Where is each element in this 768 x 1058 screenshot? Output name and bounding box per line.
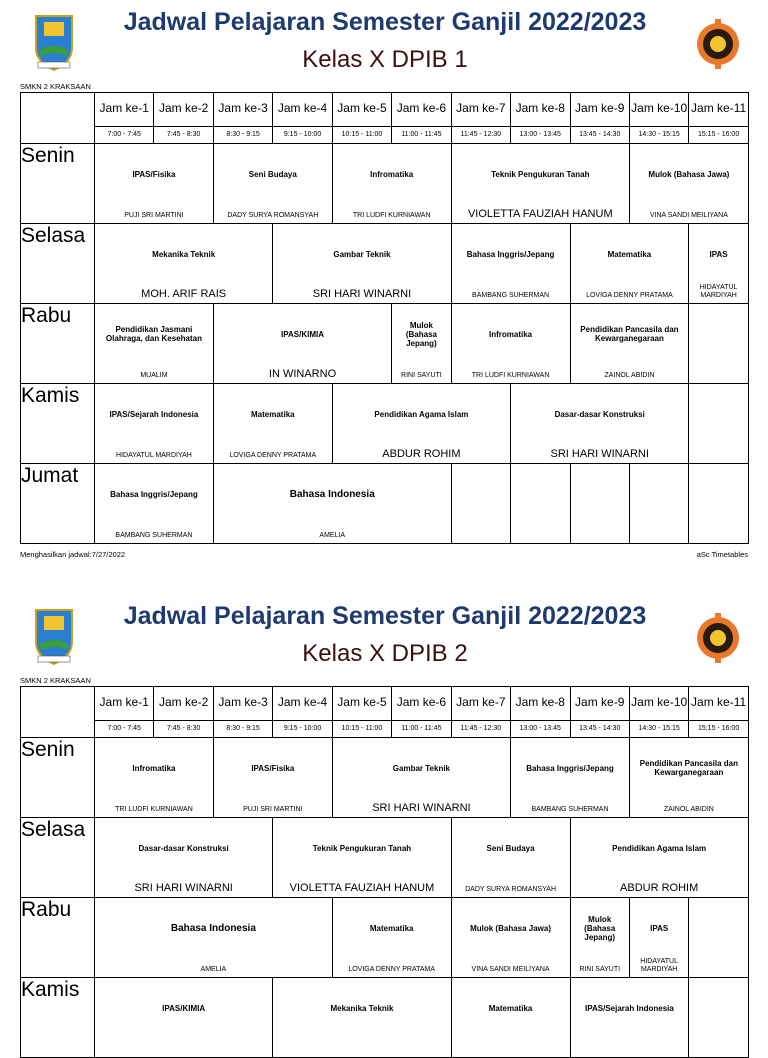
- lesson-cell[interactable]: [689, 898, 748, 978]
- subject-name: Mekanika Teknik: [152, 249, 216, 259]
- subject-name: Teknik Pengukuran Tanah: [312, 843, 412, 853]
- teacher-name: PUJI SRI MARTINI: [124, 212, 184, 219]
- period-time: 15:15 - 16:00: [697, 131, 740, 138]
- period-header: [511, 687, 570, 738]
- teacher-name: VINA SANDI MEILIYANA: [471, 966, 550, 973]
- lesson-cell[interactable]: [570, 304, 689, 384]
- period-time: 7:00 - 7:45: [107, 131, 141, 138]
- period-time: 7:45 - 8:30: [166, 131, 201, 138]
- period-header: [332, 687, 391, 738]
- school-gear-logo-icon: [696, 14, 740, 74]
- day-row: [21, 304, 749, 384]
- subject-name: IPAS/KIMIA: [281, 329, 325, 339]
- period-time: 13:45 - 14:30: [579, 131, 621, 138]
- lesson-cell[interactable]: [213, 304, 391, 384]
- lesson-cell[interactable]: [570, 224, 689, 304]
- lesson-cell[interactable]: [95, 738, 214, 818]
- period-label: Jam ke-2: [154, 687, 212, 721]
- subject-name: [632, 464, 686, 524]
- subject-name: [691, 898, 745, 958]
- lesson-cell[interactable]: [95, 144, 214, 224]
- period-time: 11:00 - 11:45: [401, 725, 442, 732]
- subject-name: IPAS/Sejarah Indonesia: [585, 1003, 674, 1013]
- subject-name: Seni Budaya: [486, 843, 535, 853]
- subject-name: Mekanika Teknik: [330, 1003, 394, 1013]
- period-header: [570, 687, 629, 738]
- subject-name: IPAS/Fisika: [132, 169, 176, 179]
- period-label: Jam ke-9: [571, 93, 629, 127]
- period-time: 13:00 - 13:45: [519, 725, 561, 732]
- subject-name: Bahasa Inggris/Jepang: [526, 763, 614, 773]
- period-time: 13:45 - 14:30: [579, 725, 621, 732]
- lesson-cell[interactable]: [213, 464, 451, 544]
- east-java-emblem-icon: [32, 12, 76, 72]
- period-header: [451, 687, 510, 738]
- period-label: Jam ke-6: [392, 93, 450, 127]
- day-label: Selasa: [21, 818, 95, 898]
- period-header: [95, 687, 154, 738]
- teacher-name: SRI HARI WINARNI: [134, 882, 233, 894]
- subject-name: Infromatika: [370, 169, 414, 179]
- period-header: [273, 93, 332, 144]
- teacher-name: MOH. ARIF RAIS: [141, 288, 227, 300]
- lesson-cell[interactable]: [629, 464, 688, 544]
- lesson-cell[interactable]: [451, 464, 510, 544]
- lesson-cell[interactable]: [689, 384, 748, 464]
- lesson-cell[interactable]: [95, 898, 333, 978]
- lesson-cell[interactable]: [273, 978, 451, 1058]
- day-row: [21, 464, 749, 544]
- teacher-name: ABDUR ROHIM: [620, 882, 699, 894]
- subject-name: Seni Budaya: [248, 169, 297, 179]
- lesson-cell[interactable]: [451, 898, 570, 978]
- subject-name: Pendidikan Jasmani Olahraga, dan Kesehatan: [105, 325, 202, 343]
- period-time: 9:15 - 10:00: [283, 725, 322, 732]
- teacher-name: ZAINOL ABIDIN: [604, 372, 655, 379]
- teacher-name: HIDAYATUL MARDIYAH: [699, 284, 738, 299]
- subject-name: [573, 464, 627, 524]
- lesson-cell[interactable]: [273, 818, 451, 898]
- lesson-cell[interactable]: [511, 464, 570, 544]
- period-label: Jam ke-3: [214, 93, 272, 127]
- school-name: SMKN 2 KRAKSAAN: [20, 82, 91, 91]
- lesson-cell[interactable]: [451, 144, 629, 224]
- period-label: Jam ke-7: [452, 687, 510, 721]
- lesson-cell[interactable]: [213, 738, 332, 818]
- generator-credit: aSc Timetables: [696, 550, 748, 559]
- subject-name: Mulok (Bahasa Jawa): [470, 923, 552, 933]
- teacher-name: BAMBANG SUHERMAN: [115, 532, 193, 539]
- period-header: [629, 93, 688, 144]
- subject-name: Bahasa Indonesia: [170, 922, 256, 934]
- period-header: [689, 687, 748, 738]
- period-header: [154, 687, 213, 738]
- day-label: Senin: [21, 738, 95, 818]
- teacher-name: RINI SAYUTI: [401, 372, 442, 379]
- day-row: [21, 384, 749, 464]
- lesson-cell[interactable]: [273, 224, 451, 304]
- subject-name: Pendidikan Pancasila dan Kewarganegaraan: [580, 325, 679, 343]
- period-label: Jam ke-7: [452, 93, 510, 127]
- period-time: 14:30 - 15:15: [638, 131, 680, 138]
- day-row: [21, 898, 749, 978]
- period-header: [689, 93, 748, 144]
- subject-name: Infromatika: [489, 329, 533, 339]
- lesson-cell[interactable]: [332, 144, 451, 224]
- lesson-cell[interactable]: [629, 144, 748, 224]
- teacher-name: LOVIGA DENNY PRATAMA: [348, 966, 436, 973]
- lesson-cell[interactable]: [332, 738, 510, 818]
- subject-name: Bahasa Inggris/Jepang: [466, 249, 555, 259]
- lesson-cell[interactable]: [332, 384, 510, 464]
- period-label: Jam ke-11: [689, 93, 747, 127]
- day-label: Kamis: [21, 978, 95, 1058]
- teacher-name: VIOLETTA FAUZIAH HANUM: [289, 882, 435, 894]
- day-label: Kamis: [21, 384, 95, 464]
- teacher-name: TRI LUDFI KURNIAWAN: [471, 372, 550, 379]
- period-header: [629, 687, 688, 738]
- period-label: Jam ke-10: [630, 93, 688, 127]
- east-java-emblem-icon: [32, 606, 76, 666]
- period-label: Jam ke-10: [630, 687, 688, 721]
- subject-name: [691, 304, 745, 364]
- teacher-name: SRI HARI WINARNI: [312, 288, 412, 300]
- period-time: 8:30 - 9:15: [226, 131, 260, 138]
- period-header-row: [21, 93, 749, 144]
- teacher-name: AMELIA: [319, 532, 346, 539]
- subject-name: IPAS/Sejarah Indonesia: [109, 409, 199, 419]
- lesson-cell[interactable]: [213, 144, 332, 224]
- period-label: Jam ke-5: [333, 93, 391, 127]
- subject-name: IPAS/KIMIA: [162, 1003, 206, 1013]
- subject-name: Bahasa Inggris/Jepang: [110, 489, 198, 499]
- teacher-name: HIDAYATUL MARDIYAH: [640, 958, 679, 973]
- page-title: Jadwal Pelajaran Semester Ganjil 2022/2023: [123, 602, 647, 630]
- day-label: Jumat: [21, 464, 95, 544]
- subject-name: Gambar Teknik: [333, 249, 391, 259]
- period-label: Jam ke-4: [273, 687, 331, 721]
- subject-name: [513, 464, 567, 524]
- teacher-name: DADY SURYA ROMANSYAH: [465, 886, 557, 893]
- period-time: 13:00 - 13:45: [519, 131, 561, 138]
- subject-name: Dasar-dasar Konstruksi: [554, 409, 645, 419]
- subject-name: Gambar Teknik: [392, 763, 451, 773]
- period-label: Jam ke-8: [511, 687, 569, 721]
- teacher-name: PUJI SRI MARTINI: [243, 806, 303, 813]
- subject-name: IPAS/Fisika: [251, 763, 295, 773]
- subject-name: IPAS: [650, 923, 669, 933]
- lesson-cell[interactable]: [689, 224, 748, 304]
- subject-name: Matematika: [369, 923, 414, 933]
- subject-name: Mulok (Bahasa Jepang): [405, 320, 437, 348]
- lesson-cell[interactable]: [570, 464, 629, 544]
- lesson-cell[interactable]: [332, 898, 451, 978]
- period-header: [392, 93, 451, 144]
- period-label: Jam ke-1: [95, 93, 153, 127]
- period-time: 11:45 - 12:30: [460, 725, 502, 732]
- period-header: [273, 687, 332, 738]
- teacher-name: SRI HARI WINARNI: [372, 802, 471, 814]
- subject-name: Dasar-dasar Konstruksi: [138, 843, 229, 853]
- subject-name: Matematika: [251, 409, 295, 419]
- class-name: Kelas X DPIB 1: [302, 46, 468, 73]
- lesson-cell[interactable]: [451, 304, 570, 384]
- period-label: Jam ke-1: [95, 687, 153, 721]
- subject-name: Matematika: [607, 249, 652, 259]
- subject-name: Teknik Pengukuran Tanah: [491, 169, 590, 179]
- corner-cell: [21, 93, 95, 144]
- teacher-name: DADY SURYA ROMANSYAH: [227, 212, 319, 219]
- lesson-cell[interactable]: [570, 818, 748, 898]
- period-time: 7:45 - 8:30: [166, 725, 201, 732]
- lesson-cell[interactable]: [451, 978, 570, 1058]
- period-label: Jam ke-3: [214, 687, 272, 721]
- period-label: Jam ke-6: [392, 687, 450, 721]
- period-time: 10:15 - 11:00: [341, 725, 383, 732]
- teacher-name: ZAINOL ABIDIN: [663, 806, 714, 813]
- period-label: Jam ke-9: [571, 687, 629, 721]
- period-header: [332, 93, 391, 144]
- teacher-name: HIDAYATUL MARDIYAH: [116, 452, 192, 459]
- teacher-name: VIOLETTA FAUZIAH HANUM: [467, 208, 613, 220]
- subject-name: [691, 464, 745, 524]
- lesson-cell[interactable]: [95, 464, 214, 544]
- teacher-name: RINI SAYUTI: [579, 966, 621, 973]
- school-gear-logo-icon: [696, 608, 740, 668]
- lesson-cell[interactable]: [451, 818, 570, 898]
- day-label: Rabu: [21, 898, 95, 978]
- schedule-section-2: [0, 594, 768, 1024]
- day-row: [21, 978, 749, 1058]
- teacher-name: BAMBANG SUHERMAN: [472, 292, 550, 299]
- period-header-row: [21, 687, 749, 738]
- period-label: Jam ke-4: [273, 93, 331, 127]
- subject-name: Pendidikan Pancasila dan Kewarganegaraan: [639, 759, 738, 777]
- lesson-cell[interactable]: [451, 224, 570, 304]
- lesson-cell[interactable]: [95, 978, 273, 1058]
- school-name: SMKN 2 KRAKSAAN: [20, 676, 91, 685]
- day-row: [21, 224, 749, 304]
- teacher-name: IN WINARNO: [268, 368, 337, 380]
- class-name: Kelas X DPIB 2: [302, 640, 468, 667]
- lesson-cell[interactable]: [392, 304, 451, 384]
- period-label: Jam ke-5: [333, 687, 391, 721]
- teacher-name: LOVIGA DENNY PRATAMA: [229, 452, 317, 459]
- subject-name: IPAS: [709, 249, 728, 259]
- period-header: [213, 93, 272, 144]
- day-label: Senin: [21, 144, 95, 224]
- timetable-grid: [20, 92, 749, 544]
- subject-name: Pendidikan Agama Islam: [374, 409, 469, 419]
- subject-name: [454, 464, 508, 524]
- day-row: [21, 818, 749, 898]
- lesson-cell[interactable]: [689, 464, 748, 544]
- period-time: 14:30 - 15:15: [638, 725, 680, 732]
- generated-date: Menghasilkan jadwal:7/27/2022: [20, 550, 126, 559]
- teacher-name: BAMBANG SUHERMAN: [531, 806, 609, 813]
- period-header: [154, 93, 213, 144]
- period-time: 7:00 - 7:45: [107, 725, 141, 732]
- lesson-cell[interactable]: [689, 304, 748, 384]
- lesson-cell[interactable]: [95, 304, 214, 384]
- period-label: Jam ke-8: [511, 93, 569, 127]
- subject-name: Mulok (Bahasa Jepang): [584, 914, 616, 942]
- period-label: Jam ke-11: [689, 687, 747, 721]
- timetable-grid: [20, 686, 749, 1058]
- day-label: Rabu: [21, 304, 95, 384]
- subject-name: Pendidikan Agama Islam: [612, 843, 707, 853]
- subject-name: [691, 978, 745, 1038]
- lesson-cell[interactable]: [95, 224, 273, 304]
- lesson-cell[interactable]: [689, 978, 748, 1058]
- period-time: 9:15 - 10:00: [283, 131, 322, 138]
- period-header: [95, 93, 154, 144]
- teacher-name: SRI HARI WINARNI: [550, 448, 649, 460]
- period-header: [213, 687, 272, 738]
- subject-name: Bahasa Indonesia: [289, 488, 375, 500]
- teacher-name: ABDUR ROHIM: [382, 448, 461, 460]
- period-label: Jam ke-2: [154, 93, 212, 127]
- day-label: Selasa: [21, 224, 95, 304]
- subject-name: Mulok (Bahasa Jawa): [648, 169, 730, 179]
- lesson-cell[interactable]: [511, 738, 630, 818]
- period-time: 8:30 - 9:15: [226, 725, 260, 732]
- teacher-name: MUALIM: [140, 372, 168, 379]
- period-header: [570, 93, 629, 144]
- lesson-cell[interactable]: [629, 738, 748, 818]
- subject-name: Matematika: [488, 1003, 533, 1013]
- teacher-name: LOVIGA DENNY PRATAMA: [586, 292, 673, 299]
- teacher-name: TRI LUDFI KURNIAWAN: [352, 212, 431, 219]
- subject-name: [691, 384, 745, 444]
- lesson-cell[interactable]: [570, 978, 689, 1058]
- lesson-cell[interactable]: [213, 384, 332, 464]
- period-time: 15:15 - 16:00: [697, 725, 740, 732]
- lesson-cell[interactable]: [511, 384, 689, 464]
- corner-cell: [21, 687, 95, 738]
- teacher-name: AMELIA: [200, 966, 227, 973]
- lesson-cell[interactable]: [629, 898, 688, 978]
- page-title: Jadwal Pelajaran Semester Ganjil 2022/2023: [123, 8, 647, 36]
- teacher-name: VINA SANDI MEILIYANA: [649, 212, 728, 219]
- day-row: [21, 738, 749, 818]
- day-row: [21, 144, 749, 224]
- lesson-cell[interactable]: [570, 898, 629, 978]
- period-header: [451, 93, 510, 144]
- period-header: [511, 93, 570, 144]
- period-time: 11:00 - 11:45: [401, 131, 442, 138]
- teacher-name: TRI LUDFI KURNIAWAN: [115, 806, 193, 813]
- period-header: [392, 687, 451, 738]
- lesson-cell[interactable]: [95, 384, 214, 464]
- period-time: 11:45 - 12:30: [460, 131, 502, 138]
- subject-name: Infromatika: [132, 763, 176, 773]
- period-time: 10:15 - 11:00: [341, 131, 383, 138]
- lesson-cell[interactable]: [95, 818, 273, 898]
